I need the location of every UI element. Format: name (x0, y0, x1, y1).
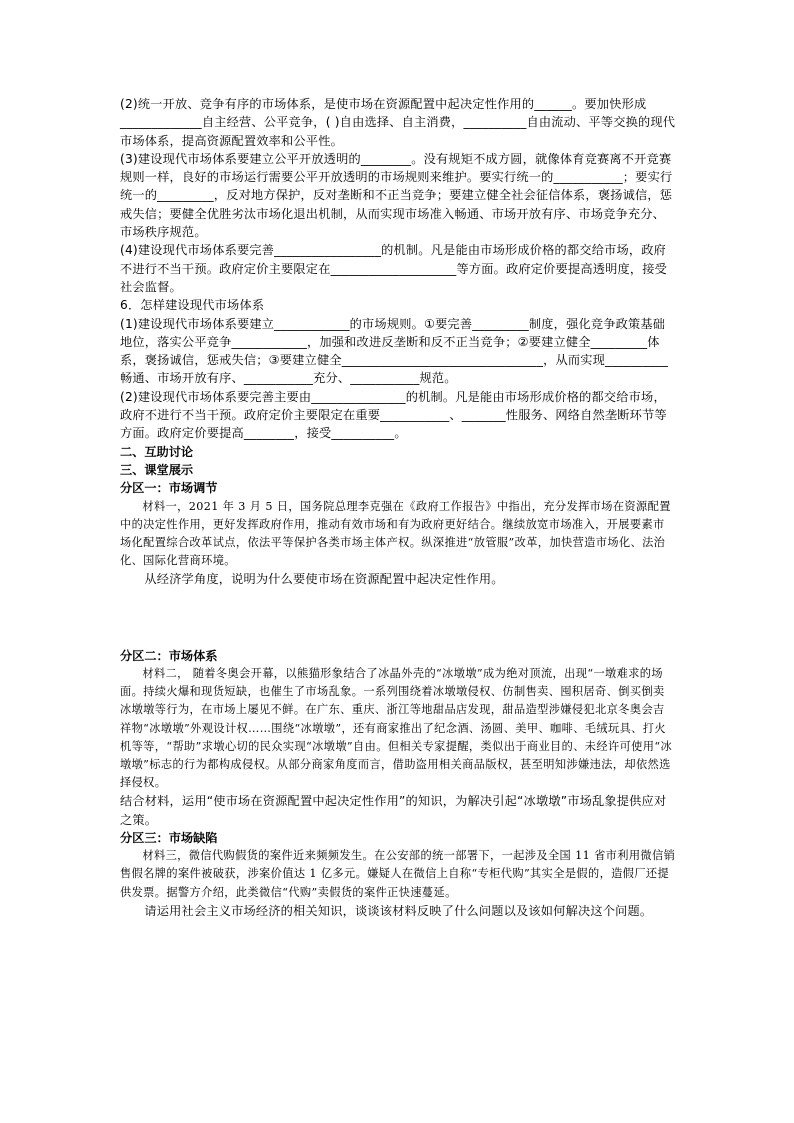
section-heading-presentation: 三、课堂展示 (120, 462, 194, 477)
question-heading-6: 6．怎样建设现代市场体系 (120, 298, 265, 313)
answer-space (120, 589, 676, 647)
question-zone-two: 结合材料，运用“使市场在资源配置中起决定性作用”的知识，为解决引起“冰墩墩”市场乱象提供应对之策。 (120, 794, 667, 827)
zone-three-heading: 分区三：市场缺陷 (120, 830, 218, 845)
paragraph-market-system-2: (2)统一开放、竞争有序的市场体系，是使市场在资源配置中起决定性作用的______。要加快形成_____________自主经营、公平竞争，( )自由选择、自主消费，__________自由流动、平等交换的现代市场体系，提高资源配置效率和公平性。 (120, 97, 676, 148)
material-one: 材料一，2021 年 3 月 5 日，国务院总理李克强在《政府工作报告》中指出，充分发挥市场在资源配置中的决定性作用，更好发挥政府作用，推动有效市场和有为政府更好结合。继续放宽市场准入，开展要素市场化配置综合改革试点，依法平等保护各类市场主体产权。纵深推进“放管服”改革，加快营造市场化、法治化、国际化营商环境。 (120, 499, 671, 568)
material-three: 材料三，微信代购假货的案件近来频频发生。在公安部的统一部署下，一起涉及全国 11 省市利用微信销售假名牌的案件被破获，涉案价值达 1 亿多元。嫌疑人在微信上自称“专柜代购”其实全是假的，造假厂还提供发票。据警方介绍，此类微信“代购”卖假货的案件正快速蔓延。 (120, 849, 676, 899)
zone-two-heading: 分区二：市场体系 (120, 648, 218, 663)
worksheet-page (120, 95, 676, 920)
section-heading-discussion: 二、互助讨论 (120, 444, 194, 459)
zone-one-heading: 分区一：市场调节 (120, 481, 218, 496)
question-zone-one: 从经济学角度，说明为什么要使市场在资源配置中起决定性作用。 (144, 572, 504, 587)
material-two: 材料二， 随着冬奥会开幕，以熊猫形象结合了冰晶外壳的“冰墩墩”成为绝对顶流，出现“一墩难求的场面。持续火爆和现货短缺，也催生了市场乱象。一系列围绕着冰墩墩侵权、仿制售卖、囤积居奇、倒买倒卖冰墩墩等行为，在市场上屡见不鲜。在广东、重庆、浙江等地甜品店发现，甜品造型涉嫌侵犯北京冬奥会吉祥物“冰墩墩”外观设计权……围绕“冰墩墩”，还有商家推出了纪念酒、汤圆、美甲、咖啡、毛绒玩具、打火机等等，“帮助”求墩心切的民众实现“冰墩墩”自由。但相关专家提醒，类似出于商业目的、未经许可使用“冰墩墩”标志的行为都构成侵权。从部分商家角度而言，借助盗用相关商品版权，甚至明知涉嫌违法，却依然选择侵权。 (120, 666, 673, 790)
paragraph-build-market-1: (1)建设现代市场体系要建立____________的市场规则。①要完善_________制度，强化竞争政策基础地位，落实公平竞争____________，加强和改进反垄断和反不正当竞争；②要建立健全_________体系，褒扬诚信，惩戒失信；③要建立健全________________________________，从而实现__________畅通、市场开放有序、___________充分、___________规范。 (120, 316, 668, 386)
question-zone-three: 请运用社会主义市场经济的相关知识，谈谈该材料反映了什么问题以及该如何解决这个问题。 (144, 903, 653, 918)
paragraph-build-market-2: (2)建设现代市场体系要完善主要由_______________的机制。凡是能由市场形成价格的都交给市场，政府不进行不当干预。政府定价主要限定在重要___________、_______性服务、网络自然垄断环节等方面。政府定价要提高________，接受__________。 (120, 389, 667, 441)
paragraph-price-mechanism-4: (4)建设现代市场体系要完善_________________的机制。凡是能由市场形成价格的都交给市场，政府不进行不当干预。政府定价主要限定在____________________等方面。政府定价要提高透明度，接受社会监督。 (120, 243, 668, 294)
paragraph-market-rules-3: (3)建设现代市场体系要建立公平开放透明的________。没有规矩不成方圆，就像体育竞赛离不开竞赛规则一样，良好的市场运行需要公平开放透明的市场规则来维护。要实行统一的___________；要实行统一的_________，反对地方保护，反对垄断和不正当竞争；要建立健全社会征信体系，褒扬诚信，惩戒失信；要健全优胜劣汰市场化退出机制，从而实现市场准入畅通、市场开放有序、市场竞争充分、市场秩序规范。 (120, 151, 673, 240)
